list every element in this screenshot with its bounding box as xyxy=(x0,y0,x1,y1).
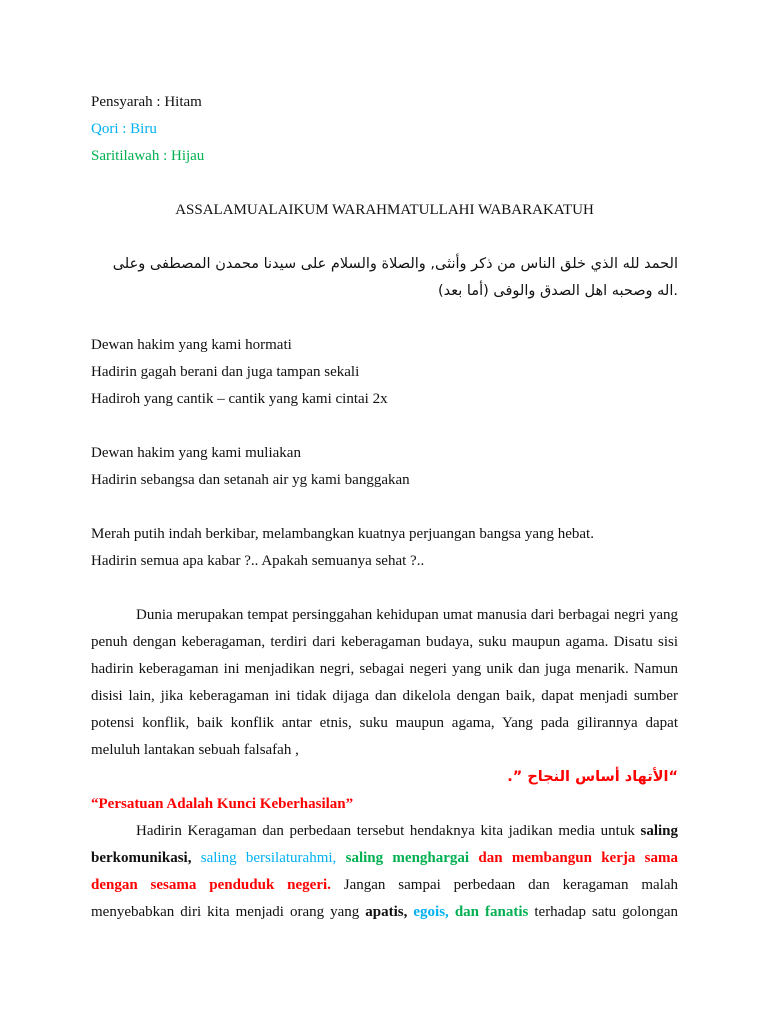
legend-qori: Qori : Biru xyxy=(91,121,157,137)
arabic-opening-line-2: .اله وصحبه اهل الصدق والوفى (أما بعد) xyxy=(438,283,678,299)
salam-heading: ASSALAMUALAIKUM WARAHMATULLAHI WABARAKATUH xyxy=(175,202,594,218)
greeting-line: Hadirin sebangsa dan setanah air yg kami banggakan xyxy=(91,472,410,488)
p2-saling-bersilaturahmi: saling bersilaturahmi, xyxy=(191,850,337,866)
p2-saling-menghargai: saling menghargai xyxy=(336,850,470,866)
p2-text-3: terhadap satu golongan xyxy=(528,904,679,920)
body-paragraph-2 xyxy=(91,818,678,926)
p2-membangun-kerja-sama: dan membangun kerja sama dengan sesama penduduk negeri. xyxy=(91,850,679,893)
arabic-quote: “الأتهاد أساس النجاح ”. xyxy=(507,769,678,785)
p2-egois: egois, xyxy=(407,904,449,920)
p2-text-2: Jangan sampai perbedaan dan keragaman malah menyebabkan diri kita menjadi orang yang xyxy=(91,877,678,920)
p2-saling-berkomunikasi: saling berkomunikasi, xyxy=(91,823,678,866)
p2-text-1: Hadirin Keragaman dan perbedaan tersebut hendaknya kita jadikan media untuk xyxy=(136,823,641,839)
latin-quote: “Persatuan Adalah Kunci Keberhasilan” xyxy=(91,796,354,812)
greeting-line: Dewan hakim yang kami muliakan xyxy=(91,445,301,461)
greeting-line: Hadirin gagah berani dan juga tampan sekali xyxy=(91,364,360,380)
p2-apatis: apatis, xyxy=(365,904,408,920)
arabic-opening-line-1: الحمد لله الذي خلق الناس من ذكر وأنثى, والصلاة والسلام على سيدنا محمدن المصطفى وعلى xyxy=(112,256,678,272)
greeting-line: Dewan hakim yang kami hormati xyxy=(91,337,292,353)
greeting-line: Merah putih indah berkibar, melambangkan kuatnya perjuangan bangsa yang hebat. xyxy=(91,526,594,542)
greeting-line: Hadiroh yang cantik – cantik yang kami cintai 2x xyxy=(91,391,388,407)
body-paragraph-1-text: Dunia merupakan tempat persinggahan kehidupan umat manusia dari berbagai negri yang penuh dengan keberagaman, terdiri dari keberagaman budaya, suku maupun agama. Disatu sisi hadirin keberagaman ini menjadikan negri, sebagai negeri yang unik dan juga menarik. Namun disisi lain, jika keberagaman ini tidak dijaga dan dikelola dengan baik, dapat menjadi sumber potensi konflik, baik konflik antar etnis, suku maupun agama, Yang pada gilirannya dapat meluluh lantakan sebuah falsafah , xyxy=(91,607,678,758)
legend-pensyarah: Pensyarah : Hitam xyxy=(91,94,202,110)
greeting-line: Hadirin semua apa kabar ?.. Apakah semuanya sehat ?.. xyxy=(91,553,425,569)
legend-saritilawah: Saritilawah : Hijau xyxy=(91,148,205,164)
body-paragraph-1 xyxy=(91,602,678,764)
document-body xyxy=(91,89,678,926)
p2-fanatis: dan fanatis xyxy=(448,904,529,920)
